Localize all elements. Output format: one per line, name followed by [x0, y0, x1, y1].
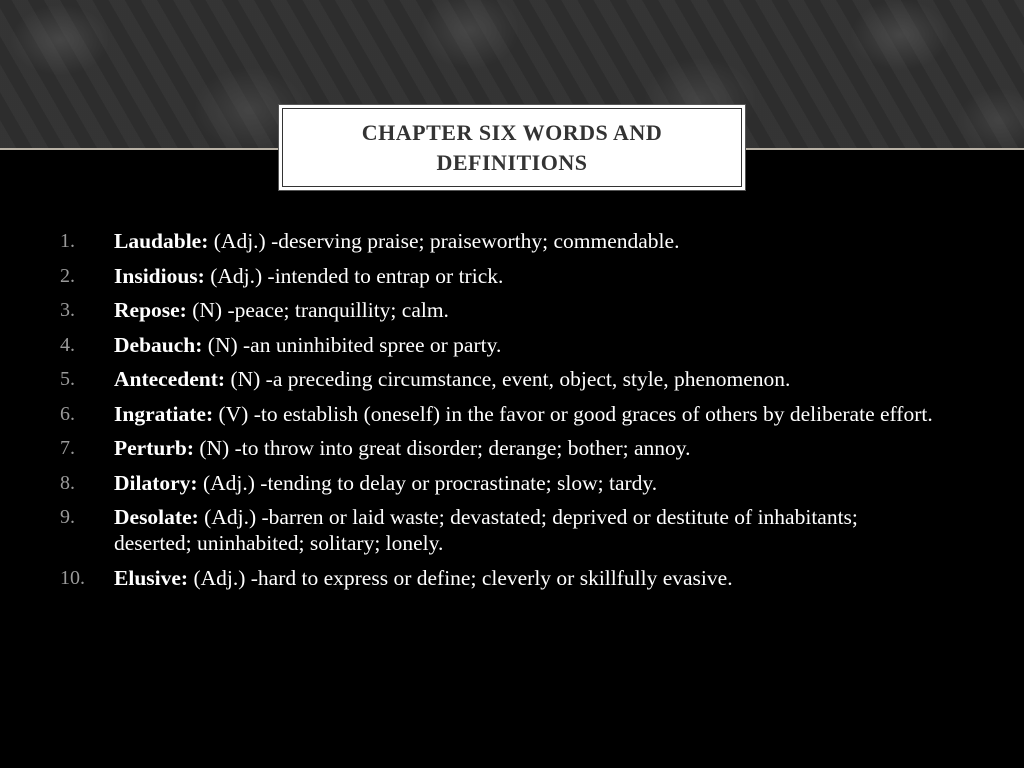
- item-definition: (N) -a preceding circumstance, event, object, style, phenomenon.: [225, 367, 791, 391]
- item-entry: [114, 504, 940, 556]
- list-item: [60, 470, 940, 496]
- item-number: 10.: [60, 566, 85, 589]
- item-term: Desolate:: [114, 505, 199, 529]
- item-definition: (V) -to establish (oneself) in the favor or good graces of others by deliberate effort.: [213, 401, 933, 426]
- item-term: Laudable:: [114, 229, 209, 253]
- item-number: 4.: [60, 333, 75, 356]
- list-item: [60, 297, 940, 323]
- item-term: Repose:: [114, 298, 187, 322]
- item-term: Elusive:: [114, 565, 189, 590]
- list-item: [60, 263, 940, 289]
- item-entry: [114, 228, 940, 254]
- item-definition: (Adj.) -hard to express or define; cleverly or skillfully evasive.: [188, 565, 733, 590]
- item-number: 3.: [60, 299, 75, 321]
- item-term: Perturb:: [114, 436, 194, 460]
- item-definition: (Adj.) -barren or laid waste; devastated; deprived or destitute of inhabitants; deserted; uninhabited; solitary; lonely.: [114, 505, 858, 555]
- item-entry: [114, 332, 940, 358]
- list-item: [60, 504, 940, 556]
- item-definition: (Adj.) -deserving praise; praiseworthy; commendable.: [208, 229, 680, 253]
- item-entry: [114, 263, 940, 289]
- item-number: 8.: [60, 471, 75, 494]
- list-item: [60, 228, 940, 254]
- item-definition: (N) -an uninhibited spree or party.: [202, 332, 502, 357]
- item-number: 6.: [60, 402, 75, 425]
- item-entry: [114, 470, 940, 496]
- item-entry: [114, 401, 940, 427]
- item-entry: [114, 565, 940, 591]
- item-term: Antecedent:: [114, 367, 226, 391]
- item-number: 5.: [60, 368, 75, 390]
- list-item: [60, 435, 940, 461]
- list-item: [60, 565, 940, 591]
- item-entry: [114, 297, 940, 323]
- item-number: 1.: [60, 230, 75, 252]
- list-item: [60, 401, 940, 427]
- item-definition: (Adj.) -tending to delay or procrastinate; slow; tardy.: [197, 470, 658, 495]
- item-term: Ingratiate:: [114, 401, 214, 426]
- item-term: Debauch:: [114, 332, 203, 357]
- item-number: 9.: [60, 506, 75, 528]
- slide-title: CHAPTER SIX WORDS AND DEFINITIONS: [361, 119, 663, 175]
- item-definition: (N) -to throw into great disorder; derange; bother; annoy.: [194, 436, 691, 460]
- item-number: 2.: [60, 264, 75, 287]
- list-item: [60, 332, 940, 358]
- item-number: 7.: [60, 437, 75, 459]
- item-entry: [114, 435, 940, 461]
- item-definition: (Adj.) -intended to entrap or trick.: [204, 263, 504, 288]
- title-box: [278, 104, 746, 191]
- item-entry: [114, 366, 940, 392]
- word-list: [60, 228, 940, 599]
- item-term: Dilatory:: [114, 470, 198, 495]
- item-term: Insidious:: [114, 263, 205, 288]
- list-item: [60, 366, 940, 392]
- item-definition: (N) -peace; tranquillity; calm.: [186, 298, 449, 322]
